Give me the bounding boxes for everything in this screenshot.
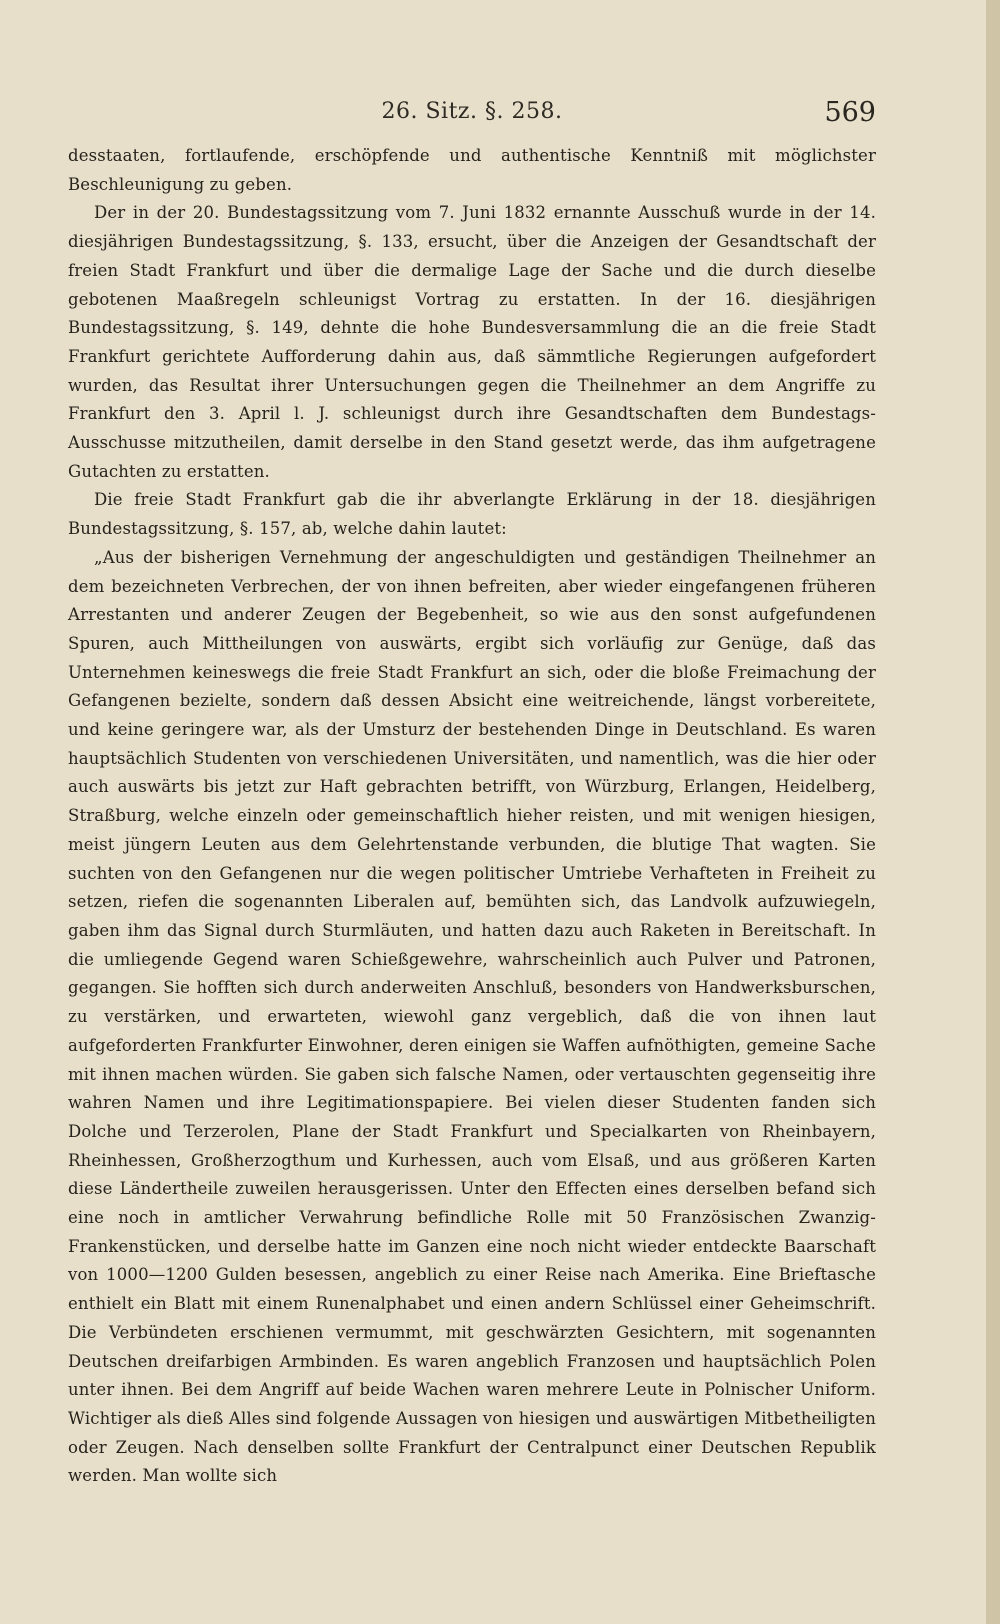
paragraph: Der in der 20. Bundestagssitzung vom 7. Juni 1832 ernannte Ausschuß wurde in der 14. diesjährigen Bundestagssitzung, §. 133, ersucht, über die Anzeigen der Gesandtschaft der freien Stadt Frankfurt und über die dermalige Lage der Sache und die durch dieselbe gebotenen Maaßregeln schleunigst Vortrag zu erstatten. In der 16. diesjährigen Bundestagssitzung, §. 149, dehnte die hohe Bundesversammlung die an die freie Stadt Frankfurt gerichtete Aufforderung dahin aus, daß sämmtliche Regierungen aufgefordert wurden, das Resultat ihrer Untersuchungen gegen die Theilnehmer an dem Angriffe zu Frankfurt den 3. April l. J. schleunigst durch ihre Gesandtschaften dem Bundestags-Ausschusse mitzutheilen, damit derselbe in den Stand gesetzt werde, das ihm aufgetragene Gutachten zu erstatten. [68,203,876,481]
page-header [68,97,876,131]
paragraph-quotation: „Aus der bisherigen Vernehmung der angeschuldigten und geständigen Theilnehmer an dem bezeichneten Verbrechen, der von ihnen befreiten, aber wieder eingefangenen früheren Arrestanten und anderer Zeugen der Begebenheit, so wie aus den sonst aufgefundenen Spuren, auch Mittheilungen von auswärts, ergibt sich vorläufig zur Genüge, daß das Unternehmen keineswegs die freie Stadt Frankfurt an sich, oder die bloße Freimachung der Gefangenen bezielte, sondern daß dessen Absicht eine weitreichende, längst vorbereitete, und keine geringere war, als der Umsturz der bestehenden Dinge in Deutschland. Es waren hauptsächlich Studenten von verschiedenen Universitäten, und namentlich, was die hier oder auch auswärts bis jetzt zur Haft gebrachten betrifft, von Würzburg, Erlangen, Heidelberg, Straßburg, welche einzeln oder gemeinschaftlich hieher reisten, und mit wenigen hiesigen, meist jüngern Leuten aus dem Gelehrtenstande verbunden, die blutige That wagten. Sie suchten von den Gefangenen nur die wegen politischer Umtriebe Verhafteten in Freiheit zu setzen, riefen die sogenannten Liberalen auf, bemühten sich, das Landvolk aufzuwiegeln, gaben ihm das Signal durch Sturmläuten, und hatten dazu auch Raketen in Bereitschaft. In die umliegende Gegend waren Schießgewehre, wahrscheinlich auch Pulver und Patronen, gegangen. Sie hofften sich durch anderweiten Anschluß, besonders von Handwerksburschen, zu verstärken, und erwarteten, wiewohl ganz vergeblich, daß die von ihnen laut aufgeforderten Frankfurter Einwohner, deren einigen sie Waffen aufnöthigten, gemeine Sache mit ihnen machen würden. Sie gaben sich falsche Namen, oder vertauschten gegenseitig ihre wahren Namen und ihre Legitimationspapiere. Bei vielen dieser Studenten fanden sich Dolche und Terzerolen, Plane der Stadt Frankfurt und Specialkarten von Rheinbayern, Rheinhessen, Großherzogthum und Kurhessen, auch vom Elsaß, und aus größeren Karten diese Ländertheile zuweilen herausgerissen. Unter den Effecten eines derselben befand sich eine noch in amtlicher Verwahrung befindliche Rolle mit 50 Französischen Zwanzig-Frankenstücken, und derselbe hatte im Ganzen eine noch nicht wieder entdeckte Baarschaft von 1000—1200 Gulden besessen, angeblich zu einer Reise nach Amerika. Eine Brieftasche enthielt ein Blatt mit einem Runenalphabet und einen andern Schlüssel einer Geheimschrift. Die Verbündeten erschienen vermummt, mit geschwärzten Gesichtern, mit sogenannten Deutschen dreifarbigen Armbinden. Es waren angeblich Franzosen und hauptsächlich Polen unter ihnen. Bei dem Angriff auf beide Wachen waren mehrere Leute in Polnischer Uniform. Wichtiger als dieß Alles sind folgende Aussagen von hiesigen und auswärtigen Mitbetheiligten oder Zeugen. Nach denselben sollte Frankfurt der Centralpunct einer Deutschen Republik werden. Man wollte sich [68,547,876,1486]
paragraph: desstaaten, fortlaufende, erschöpfende und authentische Kenntniß mit möglichster Beschleunigung zu geben. [68,146,876,194]
paragraph: Die freie Stadt Frankfurt gab die ihr abverlangte Erklärung in der 18. diesjährigen Bundestagssitzung, §. 157, ab, welche dahin lautet: [68,490,876,539]
running-head: 26. Sitz. §. 258. [381,99,563,124]
page-edge [986,0,1000,1624]
body-text [68,142,876,1491]
page-number: 569 [824,97,876,128]
